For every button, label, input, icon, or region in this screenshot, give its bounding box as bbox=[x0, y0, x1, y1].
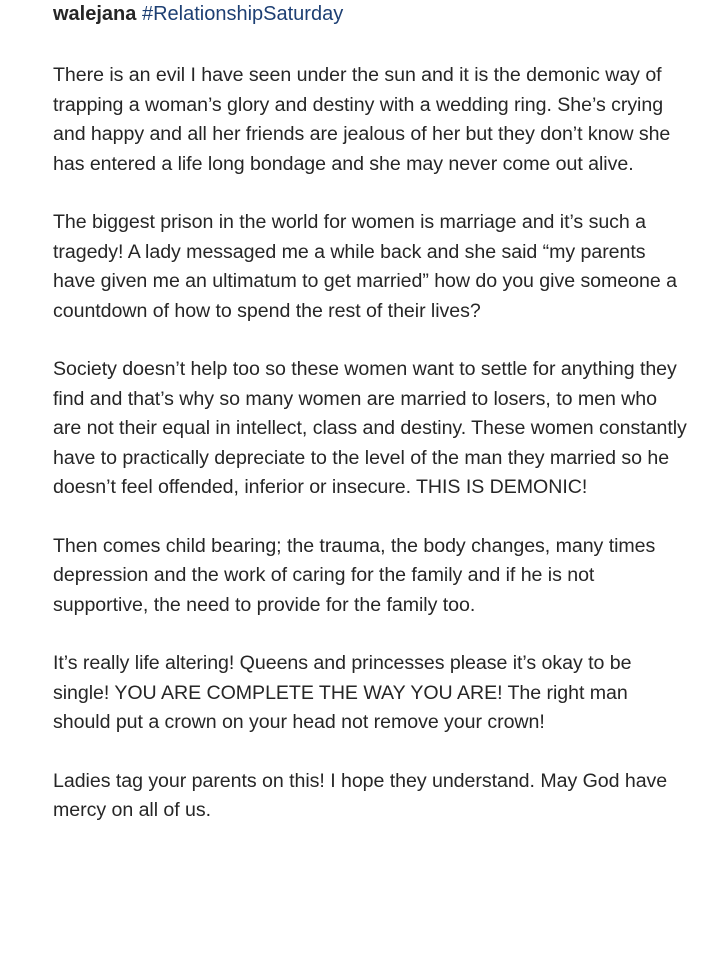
paragraph-gap bbox=[53, 738, 689, 767]
post-caption bbox=[53, 0, 693, 826]
caption-paragraph-3: Society doesn’t help too so these women want to settle for anything they find and that’s why so many women are married to losers, to men who are not their equal in intellect, class and destiny. These women constantly have to practically depreciate to the level of the man they married so he doesn’t feel offended, inferior or insecure. THIS IS DEMONIC! bbox=[53, 358, 687, 498]
caption-paragraph-6: Ladies tag your parents on this! I hope they understand. May God have mercy on all of us. bbox=[53, 769, 668, 821]
caption-paragraph-1: There is an evil I have seen under the sun and it is the demonic way of trapping a woman’s glory and destiny with a wedding ring. She’s crying and happy and all her friends are jealous of her but they don’t know she has entered a life long bondage and she may never come out alive. bbox=[53, 64, 671, 175]
hashtag-link[interactable]: #RelationshipSaturday bbox=[141, 3, 344, 25]
paragraph-gap bbox=[53, 326, 689, 355]
caption-paragraph-2: The biggest prison in the world for women is marriage and it’s such a tragedy! A lady messaged me a while back and she said “my parents have given me an ultimatum to get married” how do you give someone a countdown of how to spend the rest of their lives? bbox=[53, 211, 677, 322]
paragraph-gap bbox=[53, 503, 689, 532]
username-link[interactable]: walejana bbox=[53, 3, 137, 25]
caption-header bbox=[53, 0, 689, 29]
caption-paragraph-4: Then comes child bearing; the trauma, the body changes, many times depression and the work of caring for the family and if he is not supportive, the need to provide for the family too. bbox=[53, 534, 656, 616]
paragraph-gap bbox=[53, 620, 689, 649]
caption-paragraph-5: It’s really life altering! Queens and princesses please it’s okay to be single! YOU ARE COMPLETE THE WAY YOU ARE! The right man should put a crown on your head not remove your crown! bbox=[53, 652, 632, 733]
paragraph-gap bbox=[53, 179, 689, 208]
